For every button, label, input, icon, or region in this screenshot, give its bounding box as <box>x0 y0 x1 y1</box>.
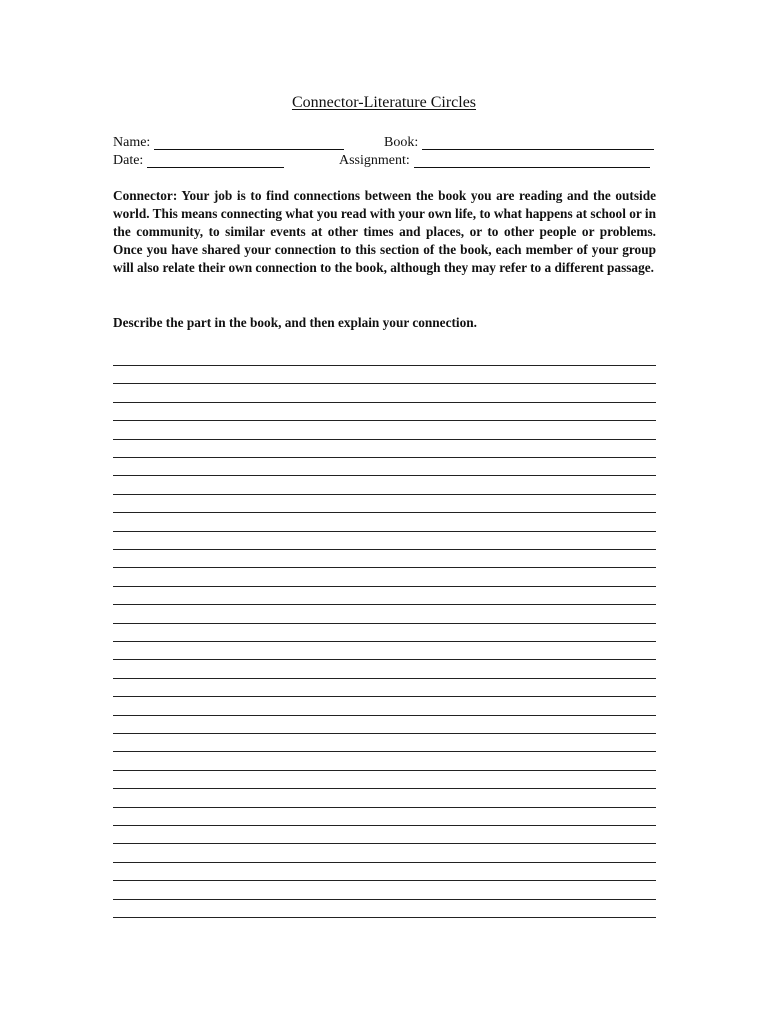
writing-line[interactable] <box>113 641 656 642</box>
writing-line[interactable] <box>113 420 656 421</box>
writing-line[interactable] <box>113 733 656 734</box>
writing-line[interactable] <box>113 586 656 587</box>
writing-line[interactable] <box>113 678 656 679</box>
writing-line[interactable] <box>113 751 656 752</box>
writing-line[interactable] <box>113 494 656 495</box>
writing-line[interactable] <box>113 715 656 716</box>
book-label: Book: <box>384 135 419 150</box>
writing-line[interactable] <box>113 843 656 844</box>
writing-line[interactable] <box>113 788 656 789</box>
writing-line[interactable] <box>113 825 656 826</box>
writing-line[interactable] <box>113 475 656 476</box>
writing-line[interactable] <box>113 862 656 863</box>
writing-prompt: Describe the part in the book, and then explain your connection. <box>113 315 477 330</box>
writing-line[interactable] <box>113 807 656 808</box>
writing-line[interactable] <box>113 549 656 550</box>
writing-line[interactable] <box>113 604 656 605</box>
page-title: Connector-Literature Circles <box>291 94 477 111</box>
writing-line[interactable] <box>113 623 656 624</box>
assignment-label: Assignment: <box>339 153 410 168</box>
date-label: Date: <box>113 153 144 168</box>
writing-line[interactable] <box>113 512 656 513</box>
writing-line[interactable] <box>113 457 656 458</box>
writing-line[interactable] <box>113 917 656 918</box>
writing-line[interactable] <box>113 567 656 568</box>
writing-line[interactable] <box>113 880 656 881</box>
writing-line[interactable] <box>113 531 656 532</box>
writing-line[interactable] <box>113 383 656 384</box>
name-label: Name: <box>113 135 151 150</box>
writing-line[interactable] <box>113 696 656 697</box>
writing-line[interactable] <box>113 365 656 366</box>
writing-line[interactable] <box>113 439 656 440</box>
instructions-paragraph: Connector: Your job is to find connections between the book you are reading and the outside world. This means connecting what you read with your own life, to what happens at school or in the community, to similar events at other times and places, or to other people or problems. Once you have shared your connection to this section of the book, each member of your group will also relate their own connection to the book, although they may refer to a different passage. <box>113 188 656 275</box>
writing-line[interactable] <box>113 402 656 403</box>
writing-line[interactable] <box>113 659 656 660</box>
writing-lines[interactable] <box>113 0 656 1024</box>
writing-line[interactable] <box>113 899 656 900</box>
writing-line[interactable] <box>113 770 656 771</box>
